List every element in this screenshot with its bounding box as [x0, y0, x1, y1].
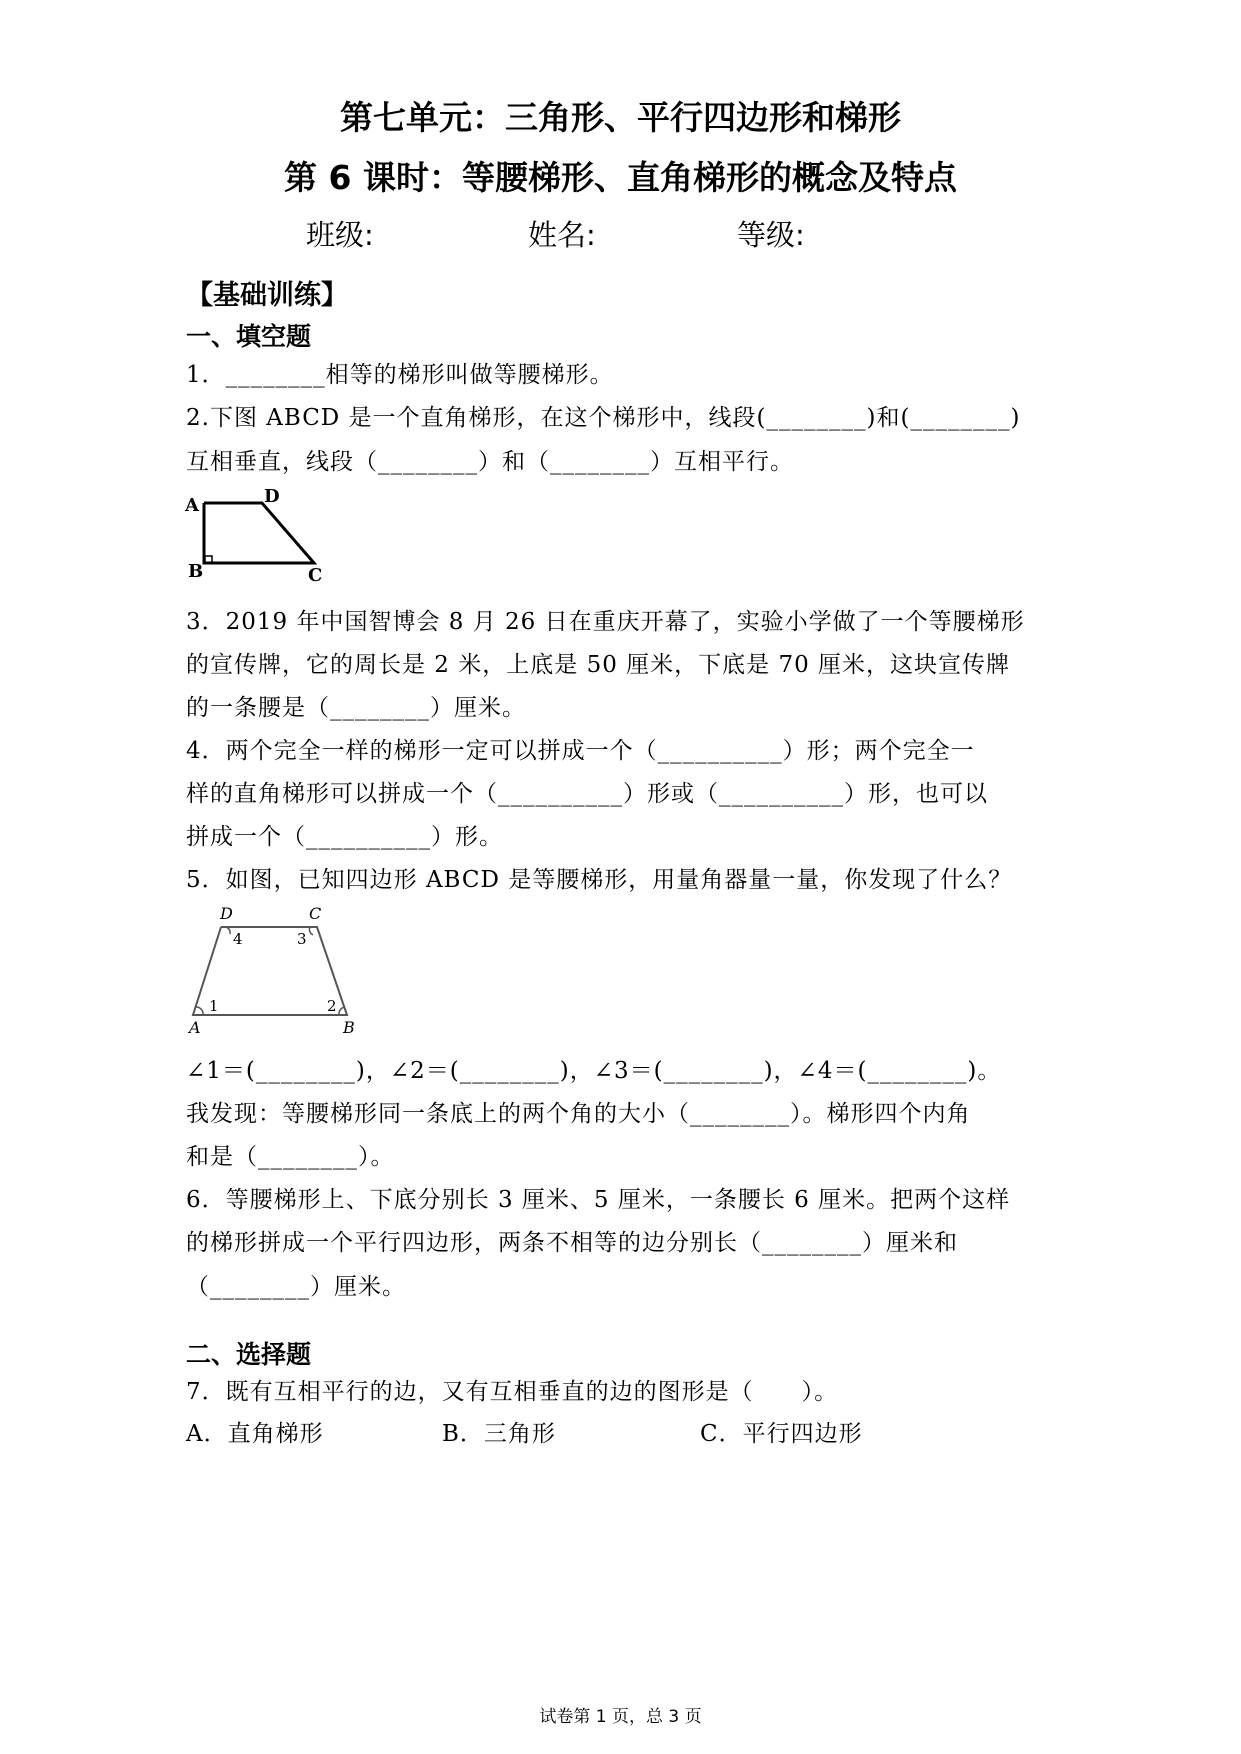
fig1-label-a: A — [185, 495, 199, 516]
option-b: B．三角形 — [442, 1421, 556, 1447]
question-6-line1: 6．等腰梯形上、下底分别长 3 厘米、5 厘米，一条腰长 6 厘米。把两个这样 — [186, 1187, 1011, 1213]
part1-heading: 一、填空题 — [186, 322, 312, 351]
fig2-angle-1: 1 — [209, 997, 219, 1015]
question-1: 1．________相等的梯形叫做等腰梯形。 — [186, 362, 614, 388]
question-6-line3: （________）厘米。 — [186, 1274, 406, 1300]
option-c: C．平行四边形 — [700, 1421, 863, 1447]
question-4-line1: 4．两个完全一样的梯形一定可以拼成一个（__________）形；两个完全一 — [186, 738, 975, 764]
part2-heading: 二、选择题 — [186, 1340, 312, 1369]
page-footer: 试卷第 1 页，总 3 页 — [539, 1707, 702, 1727]
question-5-line4: 和是（________）。 — [186, 1144, 395, 1170]
fig1-label-c: C — [308, 565, 323, 586]
question-3-line3: 的一条腰是（________）厘米。 — [186, 695, 526, 721]
name-label: 姓名: — [528, 218, 596, 252]
fig2-angle-4: 4 — [233, 930, 243, 948]
right-trapezoid-figure — [180, 485, 340, 585]
grade-label: 等级: — [737, 218, 805, 252]
isosceles-trapezoid-figure — [185, 900, 375, 1040]
question-2-line2: 互相垂直，线段（________）和（________）互相平行。 — [186, 449, 794, 475]
fig1-label-b: B — [188, 561, 204, 582]
class-label: 班级: — [306, 218, 374, 252]
question-7: 7．既有互相平行的边，又有互相垂直的边的图形是（ ）。 — [186, 1379, 839, 1405]
question-6-line2: 的梯形拼成一个平行四边形，两条不相等的边分别长（________）厘米和 — [186, 1230, 958, 1256]
fig2-label-b: B — [343, 1018, 355, 1037]
fig1-label-d: D — [264, 486, 280, 507]
question-3-line1: 3．2019 年中国智博会 8 月 26 日在重庆开幕了，实验小学做了一个等腰梯形 — [186, 609, 1025, 635]
question-5-line2: ∠1＝(________)，∠2＝(________)，∠3＝(________)，∠4＝(________)。 — [186, 1058, 1002, 1084]
fig2-label-c: C — [309, 904, 322, 923]
section-basic-training: 【基础训练】 — [186, 280, 348, 311]
fig2-label-d: D — [220, 904, 233, 923]
page-title: 第七单元：三角形、平行四边形和梯形 — [340, 98, 901, 137]
question-4-line3: 拼成一个（__________）形。 — [186, 824, 503, 850]
question-5-line1: 5．如图，已知四边形 ABCD 是等腰梯形，用量角器量一量，你发现了什么？ — [186, 867, 1013, 893]
question-3-line2: 的宣传牌，它的周长是 2 米，上底是 50 厘米，下底是 70 厘米，这块宣传牌 — [186, 652, 1011, 678]
question-4-line2: 样的直角梯形可以拼成一个（__________）形或（__________）形，也可以 — [186, 781, 988, 807]
option-a: A．直角梯形 — [186, 1421, 324, 1447]
fig2-angle-2: 2 — [327, 997, 337, 1015]
question-2-line1: 2.下图 ABCD 是一个直角梯形，在这个梯形中，线段(________)和(________) — [186, 405, 1021, 431]
fig2-label-a: A — [189, 1018, 201, 1037]
fig2-angle-3: 3 — [297, 930, 307, 948]
question-5-line3: 我发现：等腰梯形同一条底上的两个角的大小（________）。梯形四个内角 — [186, 1101, 971, 1127]
lesson-subtitle: 第 6 课时：等腰梯形、直角梯形的概念及特点 — [284, 158, 957, 197]
